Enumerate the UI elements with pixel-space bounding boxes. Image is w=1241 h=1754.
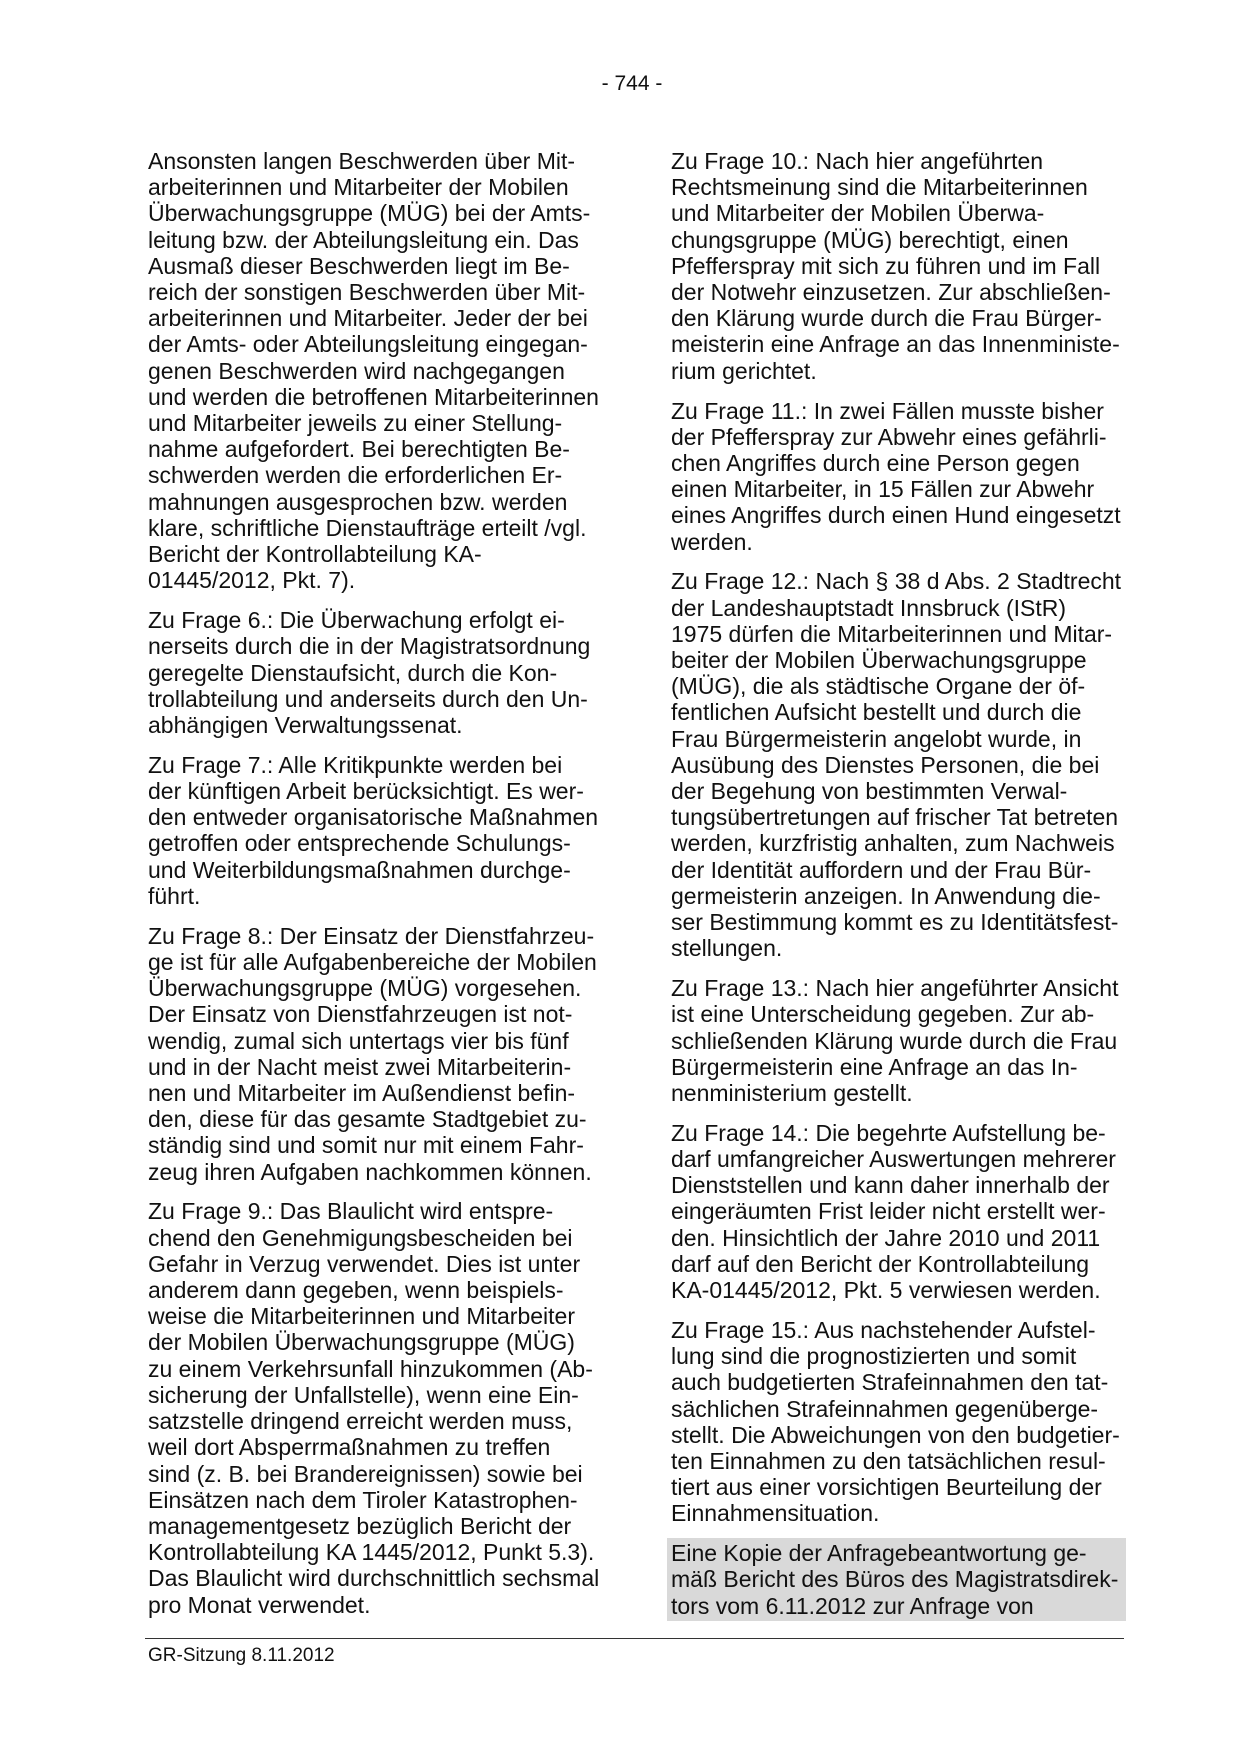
answer-question-13: Zu Frage 13.: Nach hier angeführter Ansicht ist eine Unterscheidung gegeben. Zur ab- schließenden Klärung wurde durch die Frau Bürgermeisterin eine Anfrage an das In- nenministerium gestellt.: [671, 975, 1119, 1106]
answer-question-11: Zu Frage 11.: In zwei Fällen musste bisher der Pfefferspray zur Abwehr eines gefährli- chen Angriffes durch eine Person gegen einen Mitarbeiter, in 15 Fällen zur Abwehr eines Angriffes durch einen Hund eingesetzt werden.: [671, 397, 1121, 555]
page-number: - 744 -: [601, 72, 663, 95]
answer-question-8: Zu Frage 8.: Der Einsatz der Dienstfahrzeu- ge ist für alle Aufgabenbereiche der Mobilen Überwachungsgruppe (MÜG) vorgesehen. Der Einsatz von Dienstfahrzeugen ist not- wendig, zumal sich untertags vier bis fünf und in der Nacht meist zwei Mitarbeiterin- nen und Mitarbeiter im Außendienst befin- den, diese für das gesamte Stadtgebiet zu- ständig sind und somit nur mit einem Fahr- zeug ihren Aufgaben nachkommen können.: [148, 922, 597, 1185]
footer-divider: [145, 1638, 1124, 1639]
answer-question-6: Zu Frage 6.: Die Überwachung erfolgt ei- nerseits durch die in der Magistratsordnung geregelte Dienstaufsicht, durch die Kon- trollabteilung und anderseits durch den Un- abhängigen Verwaltungssenat.: [148, 607, 591, 738]
answer-question-7: Zu Frage 7.: Alle Kritikpunkte werden bei der künftigen Arbeit berücksichtigt. Es wer- den entweder organisatorische Maßnahmen getroffen oder entsprechende Schulungs- und Weiterbildungsmaßnahmen durchge- führt.: [148, 751, 599, 909]
footer-session-label: GR-Sitzung 8.11.2012: [148, 1645, 335, 1666]
answer-question-14: Zu Frage 14.: Die begehrte Aufstellung be- darf umfangreicher Auswertungen mehrerer Dienststellen und kann daher innerhalb der eingeräumten Frist leider nicht erstellt wer- den. Hinsichtlich der Jahre 2010 und 2011 darf auf den Bericht der Kontrollabteilung KA-01445/2012, Pkt. 5 verwiesen werden.: [671, 1119, 1116, 1304]
paragraph-complaints: Ansonsten langen Beschwerden über Mit- arbeiterinnen und Mitarbeiter der Mobilen Überwachungsgruppe (MÜG) bei der Amts- leitung bzw. der Abteilungsleitung ein. Das Ausmaß dieser Beschwerden liegt im Be- reich der sonstigen Beschwerden über Mit- arbeiterinnen und Mitarbeiter. Jeder der bei der Amts- oder Abteilungsleitung eingegan- genen Beschwerden wird nachgegangen und werden die betroffenen Mitarbeiterinnen und Mitarbeiter jeweils zu einer Stellung- nahme aufgefordert. Bei berechtigten Be- schwerden werden die erforderlichen Er- mahnungen ausgesprochen bzw. werden klare, schriftliche Dienstaufträge erteilt /vgl. Bericht der Kontrollabteilung KA- 01445/2012, Pkt. 7).: [148, 148, 599, 594]
highlighted-copy-note: Eine Kopie der Anfragebeantwortung ge- mäß Bericht des Büros des Magistratsdirek- tors vom 6.11.2012 zur Anfrage von: [667, 1538, 1126, 1621]
answer-question-10: Zu Frage 10.: Nach hier angeführten Rechtsmeinung sind die Mitarbeiterinnen und Mitarbeiter der Mobilen Überwa- chungsgruppe (MÜG) berechtigt, einen Pfefferspray mit sich zu führen und im Fall der Notwehr einzusetzen. Zur abschließen- den Klärung wurde durch die Frau Bürger- meisterin eine Anfrage an das Innenministe- rium gerichtet.: [671, 148, 1120, 384]
answer-question-12: Zu Frage 12.: Nach § 38 d Abs. 2 Stadtrecht der Landeshauptstadt Innsbruck (IStR) 1975 dürfen die Mitarbeiterinnen und Mitar- beiter der Mobilen Überwachungsgruppe (MÜG), die als städtische Organe der öf- fentlichen Aufsicht bestellt und durch die Frau Bürgermeisterin angelobt wurde, in Ausübung des Dienstes Personen, die bei der Begehung von bestimmten Verwal- tungsübertretungen auf frischer Tat betreten werden, kurzfristig anhalten, zum Nachweis der Identität auffordern und der Frau Bür- germeisterin anzeigen. In Anwendung die- ser Bestimmung kommt es zu Identitätsfest- stellungen.: [671, 568, 1122, 962]
left-column: [148, 148, 628, 1631]
answer-question-15: Zu Frage 15.: Aus nachstehender Aufstel- lung sind die prognostizierten und somit auch budgetierten Strafeinnahmen den tat- sächlichen Strafeinnahmen gegenüberge- stellt. Die Abweichungen von den budgetier- ten Einnahmen zu den tatsächlichen resul- tiert aus einer vorsichtigen Beurteilung der Einnahmensituation.: [671, 1316, 1120, 1527]
answer-question-9: Zu Frage 9.: Das Blaulicht wird entspre- chend den Genehmigungsbescheiden bei Gefahr in Verzug verwendet. Dies ist unter anderem dann gegeben, wenn beispiels- weise die Mitarbeiterinnen und Mitarbeiter der Mobilen Überwachungsgruppe (MÜG) zu einem Verkehrsunfall hinzukommen (Ab- sicherung der Unfallstelle), wenn eine Ein- satzstelle dringend erreicht werden muss, weil dort Absperrmaßnahmen zu treffen sind (z. B. bei Brandereignissen) sowie bei Einsätzen nach dem Tiroler Katastrophen- managementgesetz bezüglich Bericht der Kontrollabteilung KA 1445/2012, Punkt 5.3). Das Blaulicht wird durchschnittlich sechsmal pro Monat verwendet.: [148, 1198, 600, 1618]
right-column: [671, 148, 1151, 1635]
